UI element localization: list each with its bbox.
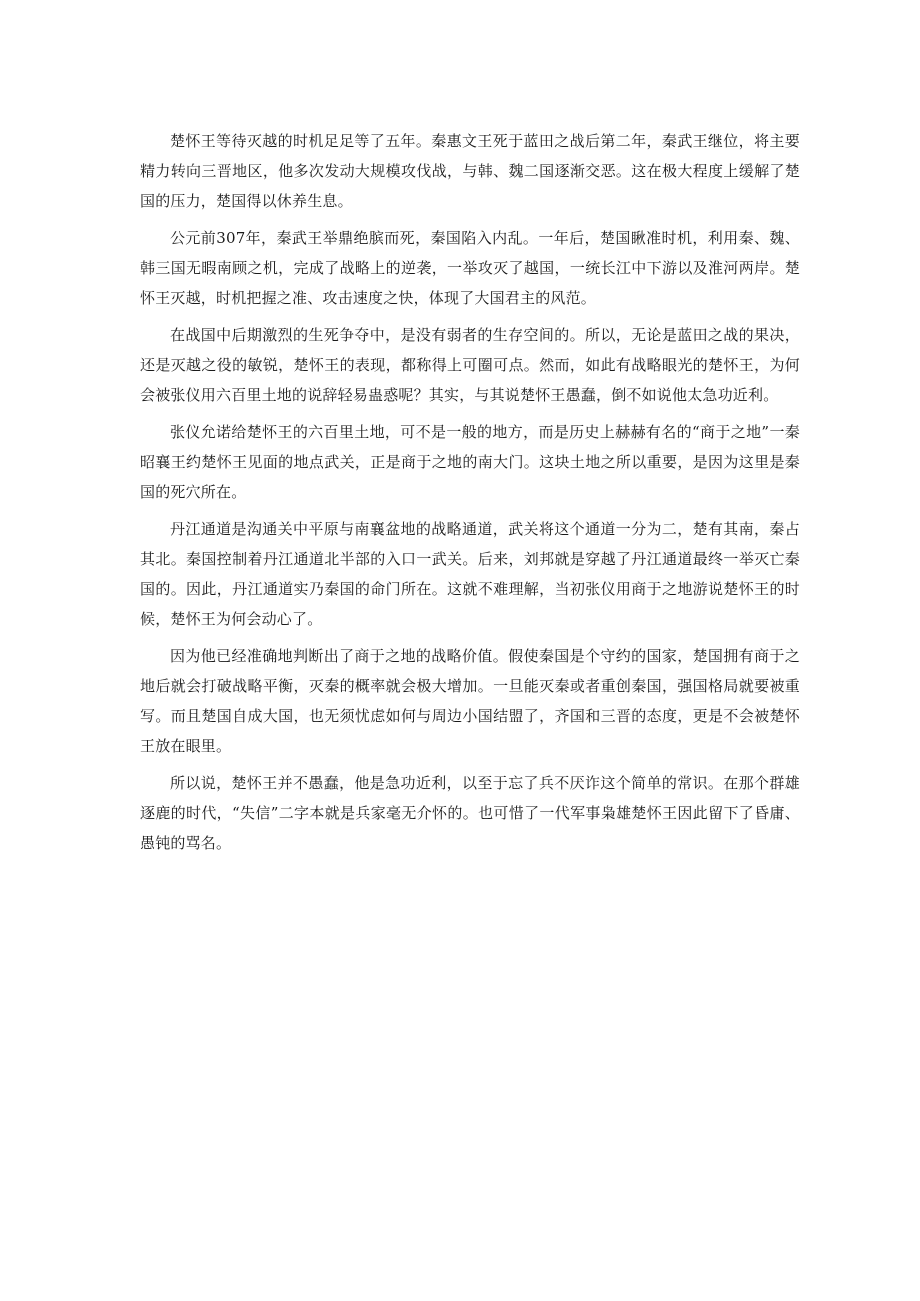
paragraph-4: 张仪允诺给楚怀王的六百里土地，可不是一般的地方，而是历史上赫赫有名的“商于之地”一秦昭襄王约楚怀王见面的地点武关，正是商于之地的南大门。这块土地之所以重要，是因为这里是秦国的死穴所在。 bbox=[140, 423, 800, 501]
article-body bbox=[140, 126, 800, 865]
paragraph-3: 在战国中后期激烈的生死争夺中，是没有弱者的生存空间的。所以，无论是蓝田之战的果决，还是灭越之役的敏锐，楚怀王的表现，都称得上可圈可点。然而，如此有战略眼光的楚怀王，为何会被张仪用六百里土地的说辞轻易蛊惑呢？其实，与其说楚怀王愚蠢，倒不如说他太急功近利。 bbox=[140, 326, 800, 404]
paragraph-5: 丹江通道是沟通关中平原与南襄盆地的战略通道，武关将这个通道一分为二，楚有其南，秦占其北。秦国控制着丹江通道北半部的入口一武关。后来，刘邦就是穿越了丹江通道最终一举灭亡秦国的。因此，丹江通道实乃秦国的命门所在。这就不难理解，当初张仪用商于之地游说楚怀王的时候，楚怀王为何会动心了。 bbox=[140, 520, 800, 628]
paragraph-2: 公元前307年，秦武王举鼎绝膑而死，秦国陷入内乱。一年后，楚国瞅准时机，利用秦、魏、韩三国无暇南顾之机，完成了战略上的逆袭，一举攻灭了越国，一统长江中下游以及淮河两岸。楚怀王灭越，时机把握之准、攻击速度之快，体现了大国君主的风范。 bbox=[140, 229, 800, 307]
paragraph-1: 楚怀王等待灭越的时机足足等了五年。秦惠文王死于蓝田之战后第二年，秦武王继位，将主要精力转向三晋地区，他多次发动大规模攻伐战，与韩、魏二国逐渐交恶。这在极大程度上缓解了楚国的压力，楚国得以休养生息。 bbox=[140, 132, 800, 210]
paragraph-6: 因为他已经准确地判断出了商于之地的战略价值。假使秦国是个守约的国家，楚国拥有商于之地后就会打破战略平衡，灭秦的概率就会极大增加。一旦能灭秦或者重创秦国，强国格局就要被重写。而且楚国自成大国，也无须忧虑如何与周边小国结盟了，齐国和三晋的态度，更是不会被楚怀王放在眼里。 bbox=[140, 647, 800, 755]
paragraph-7: 所以说，楚怀王并不愚蠢，他是急功近利，以至于忘了兵不厌诈这个简单的常识。在那个群雄逐鹿的时代，“失信”二字本就是兵家毫无介怀的。也可惜了一代军事枭雄楚怀王因此留下了昏庸、愚钝的骂名。 bbox=[140, 774, 800, 852]
